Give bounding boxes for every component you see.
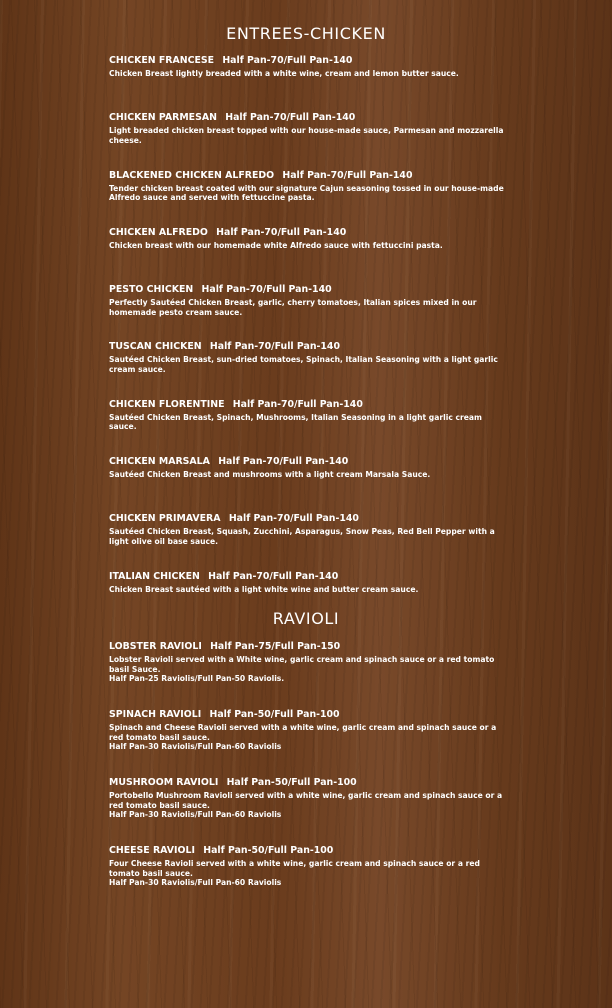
menu-item-price: Half Pan-70/Full Pan-140 bbox=[201, 284, 332, 296]
menu-item-price: Half Pan-70/Full Pan-140 bbox=[216, 226, 347, 238]
menu-item-description: Lobster Ravioli served with a White wine, garlic cream and spinach sauce or a red tomato basil Sauce. bbox=[109, 655, 495, 674]
menu-item-price: Half Pan-50/Full Pan-100 bbox=[209, 709, 340, 720]
menu-item-chicken-florentine bbox=[109, 399, 504, 456]
menu-item-header bbox=[109, 227, 504, 239]
menu-item-portion-note: Half Pan-25 Raviolis/Full Pan-50 Raviolis. bbox=[109, 674, 285, 684]
menu-item-tuscan-chicken bbox=[109, 341, 504, 398]
menu-item-description: Chicken Breast sautéed with a light white wine and butter cream sauce. bbox=[109, 584, 419, 594]
menu-item-portion-note: Half Pan-30 Raviolis/Full Pan-60 Raviolis bbox=[109, 810, 282, 820]
menu-item-header bbox=[109, 284, 504, 296]
menu-item-name: ITALIAN CHICKEN bbox=[109, 570, 200, 582]
menu-item-name: CHICKEN PARMESAN bbox=[109, 112, 217, 124]
menu-item-header bbox=[109, 709, 504, 721]
menu-item-description: Sautéed Chicken Breast, sun-dried tomatoes, Spinach, Italian Seasoning with a light garlic cream sauce. bbox=[109, 355, 498, 375]
menu-item-portion-note: Half Pan-30 Raviolis/Full Pan-60 Raviolis bbox=[109, 742, 282, 752]
menu-item-name: CHICKEN FLORENTINE bbox=[109, 398, 225, 410]
menu-item-chicken-alfredo bbox=[109, 227, 504, 284]
menu-item-header bbox=[109, 170, 504, 182]
menu-item-portion-note: Half Pan-30 Raviolis/Full Pan-60 Raviolis bbox=[109, 878, 282, 888]
menu-item-spinach-ravioli bbox=[109, 709, 504, 777]
menu-item-description: Sautéed Chicken Breast, Spinach, Mushrooms, Italian Seasoning in a light garlic cream sauce. bbox=[109, 412, 482, 432]
menu-item-header bbox=[109, 112, 504, 124]
menu-item-pesto-chicken bbox=[109, 284, 504, 341]
menu-item-price: Half Pan-70/Full Pan-140 bbox=[282, 169, 413, 181]
section-title-entrees-chicken: ENTREES-CHICKEN bbox=[226, 24, 386, 43]
menu-item-price: Half Pan-70/Full Pan-140 bbox=[225, 112, 356, 124]
menu-item-price: Half Pan-70/Full Pan-140 bbox=[209, 341, 340, 353]
menu-item-name: BLACKENED CHICKEN ALFREDO bbox=[109, 169, 275, 181]
menu-item-name: CHICKEN PRIMAVERA bbox=[109, 513, 221, 525]
menu-item-name: PESTO CHICKEN bbox=[109, 284, 194, 296]
menu-item-name: CHEESE RAVIOLI bbox=[109, 845, 195, 856]
menu-item-name: SPINACH RAVIOLI bbox=[109, 709, 202, 720]
menu-item-description: Sautéed Chicken Breast, Squash, Zucchini, Asparagus, Snow Peas, Red Bell Pepper with a light olive oil base sauce. bbox=[109, 527, 495, 546]
menu-item-description: Tender chicken breast coated with our signature Cajun seasoning tossed in our house-made Alfredo sauce and served with fettuccine pasta. bbox=[109, 183, 504, 203]
menu-item-name: MUSHROOM RAVIOLI bbox=[109, 777, 219, 788]
menu-item-description: Chicken Breast lightly breaded with a white wine, cream and lemon butter sauce. bbox=[109, 69, 459, 78]
menu-item-description: Chicken breast with our homemade white Alfredo sauce with fettuccini pasta. bbox=[109, 240, 443, 250]
menu-item-header bbox=[109, 571, 504, 583]
menu-item-price: Half Pan-70/Full Pan-140 bbox=[218, 456, 349, 468]
menu-item-chicken-parmesan bbox=[109, 112, 504, 169]
menu-item-header bbox=[109, 341, 504, 353]
menu-item-name: CHICKEN MARSALA bbox=[109, 456, 210, 468]
menu-item-price: Half Pan-70/Full Pan-140 bbox=[232, 398, 363, 410]
menu-item-price: Half Pan-50/Full Pan-100 bbox=[203, 845, 334, 856]
menu-item-lobster-ravioli bbox=[109, 641, 504, 709]
menu-item-header bbox=[109, 845, 504, 857]
menu-item-price: Half Pan-70/Full Pan-140 bbox=[208, 570, 339, 582]
menu-item-chicken-francese bbox=[109, 55, 504, 112]
menu-item-cheese-ravioli bbox=[109, 845, 504, 913]
menu-item-name: LOBSTER RAVIOLI bbox=[109, 641, 202, 652]
entrees-chicken-list bbox=[109, 55, 504, 628]
menu-item-header bbox=[109, 55, 504, 67]
menu-item-description: Light breaded chicken breast topped with our house-made sauce, Parmesan and mozzarella cheese. bbox=[109, 126, 504, 145]
menu-item-chicken-marsala bbox=[109, 456, 504, 513]
menu-item-description: Sautéed Chicken Breast and mushrooms with a light cream Marsala Sauce. bbox=[109, 470, 431, 480]
menu-item-price: Half Pan-70/Full Pan-140 bbox=[228, 513, 359, 525]
menu-item-header bbox=[109, 777, 504, 789]
menu-item-header bbox=[109, 513, 504, 525]
menu-item-price: Half Pan-50/Full Pan-100 bbox=[226, 777, 357, 788]
menu-item-chicken-primavera bbox=[109, 513, 504, 570]
menu-item-name: CHICKEN ALFREDO bbox=[109, 226, 208, 238]
menu-item-header bbox=[109, 456, 504, 468]
menu-item-description: Spinach and Cheese Ravioli served with a white wine, garlic cream and spinach sauce or a red tomato basil sauce. bbox=[109, 723, 497, 742]
menu-item-description: Portobello Mushroom Ravioli served with a white wine, garlic cream and spinach sauce or a red tomato basil sauce. bbox=[109, 791, 503, 810]
menu-item-header bbox=[109, 641, 504, 653]
menu-item-price: Half Pan-75/Full Pan-150 bbox=[210, 641, 341, 652]
menu-item-description: Perfectly Sautéed Chicken Breast, garlic, cherry tomatoes, Italian spices mixed in our homemade pesto cream sauce. bbox=[109, 298, 477, 317]
menu-item-name: CHICKEN FRANCESE bbox=[109, 55, 215, 66]
ravioli-list bbox=[109, 641, 504, 913]
menu-item-description: Four Cheese Ravioli served with a white wine, garlic cream and spinach sauce or a red tomato basil sauce. bbox=[109, 859, 480, 878]
menu-item-header bbox=[109, 399, 504, 411]
menu-item-blackened-chicken-alfredo bbox=[109, 170, 504, 227]
section-title-ravioli: RAVIOLI bbox=[272, 609, 340, 628]
menu-item-price: Half Pan-70/Full Pan-140 bbox=[222, 55, 353, 66]
menu-item-name: TUSCAN CHICKEN bbox=[109, 341, 202, 353]
menu-item-mushroom-ravioli bbox=[109, 777, 504, 845]
